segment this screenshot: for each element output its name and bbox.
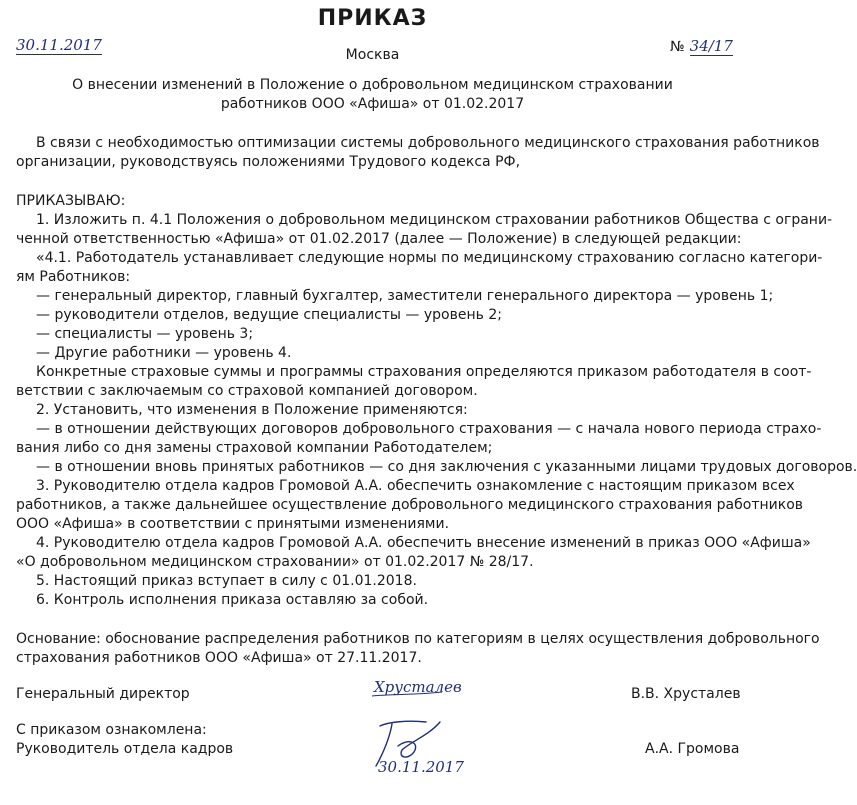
body-line: «О добровольном медицинском страховании» от 01.02.2017 № 28/17. xyxy=(16,554,534,570)
body-line: Конкретные страховые суммы и программы страхования определяются приказом работодателя в соот- xyxy=(36,364,812,380)
basis-line-1: Основание: обоснование распределения работников по категориям в целях осуществления добровольного xyxy=(16,631,820,647)
document-title: ПРИКАЗ xyxy=(317,6,428,31)
body-line: 1. Изложить п. 4.1 Положения о добровольном медицинском страховании работников Общества с ограни- xyxy=(36,212,833,228)
city: Москва xyxy=(345,47,400,63)
order-number xyxy=(670,36,733,57)
number-sign: № xyxy=(670,39,685,55)
body-line: — руководители отделов, ведущие специалисты — уровень 2; xyxy=(36,307,502,323)
preamble-line-2: организации, руководствуясь положениями Трудового кодекса РФ, xyxy=(16,154,521,170)
body-line: ям Работников: xyxy=(16,269,131,285)
preamble-line-1: В связи с необходимостью оптимизации системы добровольного медицинского страхования работников xyxy=(36,135,820,151)
director-name: В.В. Хрусталев xyxy=(631,686,741,702)
body-line: 4. Руководителю отдела кадров Громовой А.А. обеспечить внесение изменений в приказ ООО «Афиша» xyxy=(36,535,811,551)
subject-line-2: работников ООО «Афиша» от 01.02.2017 xyxy=(220,96,525,112)
order-word: ПРИКАЗЫВАЮ: xyxy=(16,193,126,209)
body-line: «4.1. Работодатель устанавливает следующие нормы по медицинскому страхованию согласно категори- xyxy=(36,250,823,266)
acknowledged-label: С приказом ознакомлена: xyxy=(16,722,207,738)
body-line: ветствии с заключаемым со страховой компанией договором. xyxy=(16,383,478,399)
body-line: 3. Руководителю отдела кадров Громовой А.А. обеспечить ознакомление с настоящим приказом всех xyxy=(36,478,795,494)
body-line: — специалисты — уровень 3; xyxy=(36,326,254,342)
number-value: 34/17 xyxy=(689,37,733,55)
hr-date: 30.11.2017 xyxy=(378,758,464,776)
basis-line-2: страхования работников ООО «Афиша» от 27.11.2017. xyxy=(16,650,422,666)
director-title: Генеральный директор xyxy=(16,686,190,702)
director-signature xyxy=(372,674,462,698)
body-line: работников, а также дальнейшее осуществление добровольного медицинского страхования работников xyxy=(16,497,804,513)
hr-title: Руководитель отдела кадров xyxy=(16,741,234,757)
body-line: — в отношении вновь принятых работников — со дня заключения с указанными лицами трудовых договоров. xyxy=(36,459,857,475)
body-line: 5. Настоящий приказ вступает в силу с 01.01.2018. xyxy=(36,573,417,589)
body-line: ООО «Афиша» в соответствии с принятыми изменениями. xyxy=(16,516,450,532)
hr-name: А.А. Громова xyxy=(645,741,740,757)
order-date: 30.11.2017 xyxy=(16,36,102,54)
body-line: ченной ответственностью «Афиша» от 01.02.2017 (далее — Положение) в следующей редакции: xyxy=(16,231,742,247)
body-line: — в отношении действующих договоров добровольного страхования — с начала нового периода страхо- xyxy=(36,421,822,437)
body-line: — генеральный директор, главный бухгалтер, заместители генерального директора — уровень 1; xyxy=(36,288,774,304)
director-signature-text: Хрусталев xyxy=(374,678,462,696)
subject-line-1: О внесении изменений в Положение о добровольном медицинском страховании xyxy=(72,77,673,93)
body-line: — Другие работники — уровень 4. xyxy=(36,345,292,361)
body-line: 6. Контроль исполнения приказа оставляю за собой. xyxy=(36,592,429,608)
body-line: вания либо со дня замены страховой компании Работодателем; xyxy=(16,440,493,456)
body-line: 2. Установить, что изменения в Положение применяются: xyxy=(36,402,468,418)
